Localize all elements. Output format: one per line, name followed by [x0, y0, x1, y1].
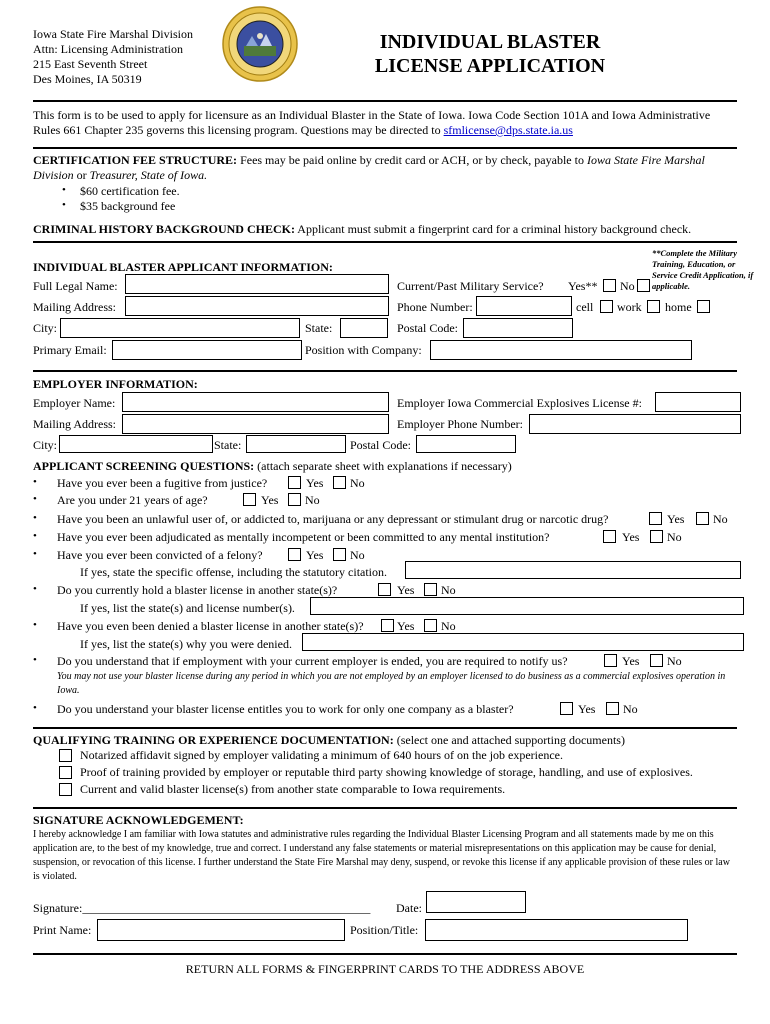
training-other-state-checkbox[interactable] — [59, 783, 72, 796]
applicant-heading: INDIVIDUAL BLASTER APPLICANT INFORMATION: — [33, 260, 333, 274]
divider — [33, 727, 737, 729]
phone-cell-label: cell — [576, 300, 594, 314]
under-21-yes-checkbox[interactable] — [243, 493, 256, 506]
agency-address — [33, 27, 193, 87]
question-denied: Have you even been denied a blaster license in another state(s)? — [57, 619, 364, 633]
question-one-company: Do you understand your blaster license entitles you to work for only one company as a blaster? — [57, 702, 514, 716]
address-line: Des Moines, IA 50319 — [33, 72, 142, 86]
no-label: No — [441, 619, 456, 633]
title-line-1: INDIVIDUAL BLASTER — [379, 31, 601, 53]
phone-cell-checkbox[interactable] — [600, 300, 613, 313]
training-affidavit-checkbox[interactable] — [59, 749, 72, 762]
employer-state-field[interactable] — [246, 435, 346, 453]
screening-heading-note: (attach separate sheet with explanations if necessary) — [254, 459, 512, 473]
mental-no-checkbox[interactable] — [650, 530, 663, 543]
phone-home-label: home — [665, 300, 692, 314]
no-label: No — [667, 530, 682, 544]
training-option: Notarized affidavit signed by employer validating a minimum of 640 hours of on the job experience. — [80, 748, 563, 762]
fugitive-yes-checkbox[interactable] — [288, 476, 301, 489]
yes-label: Yes — [578, 702, 596, 716]
signature-label: Signature: — [33, 901, 83, 915]
employer-phone-field[interactable] — [529, 414, 741, 434]
phone-home-checkbox[interactable] — [697, 300, 710, 313]
email-field[interactable] — [112, 340, 302, 360]
fee-text: Fees may be paid online by credit card or ACH, or by check, payable to — [237, 153, 587, 167]
address-line: Iowa State Fire Marshal Division — [33, 27, 193, 41]
address-line: 215 East Seventh Street — [33, 57, 148, 71]
title-line-2: LICENSE APPLICATION — [374, 55, 606, 77]
denied-no-checkbox[interactable] — [424, 619, 437, 632]
notify-note: You may not use your blaster license during any period in which you are not employed by an employer licensed to do business as a commercial explosives operation in Iowa. — [57, 671, 726, 696]
phone-field[interactable] — [476, 296, 572, 316]
position-label: Position with Company: — [305, 343, 422, 357]
mental-yes-checkbox[interactable] — [603, 530, 616, 543]
training-heading-note: (select one and attached supporting documents) — [393, 733, 625, 747]
no-label: No — [713, 512, 728, 526]
yes-label: Yes — [667, 512, 685, 526]
date-field[interactable] — [426, 891, 526, 913]
bullet: • — [33, 583, 37, 595]
fee-payee-2: Treasurer, State of Iowa. — [89, 168, 208, 182]
fee-heading: CERTIFICATION FEE STRUCTURE: — [33, 153, 238, 167]
notify-no-checkbox[interactable] — [650, 654, 663, 667]
yes-label: Yes — [397, 619, 415, 633]
yes-label: Yes — [622, 654, 640, 668]
no-label: No — [623, 702, 638, 716]
intro-text: This form is to be used to apply for licensure as an Individual Blaster in the State of Iowa. Iowa Code Section 101A and Iowa Administrative Rules 661 Chapter 235 governs this licensing program. Questions may be directed to — [33, 108, 711, 137]
employer-license-field[interactable] — [655, 392, 741, 412]
other-license-yes-checkbox[interactable] — [378, 583, 391, 596]
employer-city-field[interactable] — [59, 435, 213, 453]
one-company-yes-checkbox[interactable] — [560, 702, 573, 715]
position-title-label: Position/Title: — [350, 923, 419, 937]
felony-follow-up-label: If yes, state the specific offense, including the statutory citation. — [80, 565, 388, 579]
military-yes-checkbox[interactable] — [603, 279, 616, 292]
question-under-21: Are you under 21 years of age? — [57, 493, 208, 507]
screening-heading: APPLICANT SCREENING QUESTIONS: — [33, 459, 255, 473]
yes-label: Yes — [306, 476, 324, 490]
city-label: City: — [33, 321, 58, 335]
yes-label: Yes — [306, 548, 324, 562]
state-label: State: — [305, 321, 333, 335]
employer-mailing-label: Mailing Address: — [33, 417, 116, 431]
yes-label: Yes — [261, 493, 279, 507]
employer-state-label: State: — [214, 438, 242, 452]
no-label: No — [441, 583, 456, 597]
no-label: No — [350, 548, 365, 562]
divider — [33, 807, 737, 809]
military-yes-label: Yes** — [568, 279, 598, 293]
signature-row — [33, 901, 370, 916]
one-company-no-checkbox[interactable] — [606, 702, 619, 715]
drug-use-yes-checkbox[interactable] — [649, 512, 662, 525]
fugitive-no-checkbox[interactable] — [333, 476, 346, 489]
employer-city-label: City: — [33, 438, 58, 452]
date-label: Date: — [396, 901, 422, 915]
under-21-no-checkbox[interactable] — [288, 493, 301, 506]
drug-use-no-checkbox[interactable] — [696, 512, 709, 525]
intro-paragraph — [33, 108, 733, 138]
felony-offense-field[interactable] — [405, 561, 741, 579]
footer-instruction: RETURN ALL FORMS & FINGERPRINT CARDS TO THE ADDRESS ABOVE — [185, 962, 585, 976]
bullet: • — [33, 654, 37, 666]
form-title — [330, 30, 650, 78]
no-label: No — [305, 493, 320, 507]
acknowledgement-text: I hereby acknowledge I am familiar with Iowa statutes and administrative rules regarding the Individual Blaster Licensing Program and all statements made by me on this application are, to the best of my knowledge, true and correct. I understand any false statements or material misrepresentations on this application may be cause for denial, suspension, or revocation of this license. I further understand the State Fire Marshal may deny, suspend, or revoke this license if any applicable provision of these rules or law is violated. — [33, 829, 730, 882]
state-field[interactable] — [340, 318, 388, 338]
background-heading: CRIMINAL HISTORY BACKGROUND CHECK: — [33, 222, 295, 236]
divider — [33, 147, 737, 149]
bullet: • — [33, 476, 37, 488]
question-drug-use: Have you been an unlawful user of, or addicted to, marijuana or any depressant or stimulant drug or narcotic drug? — [57, 512, 609, 526]
fee-item: $60 certification fee. — [80, 184, 180, 198]
divider — [33, 100, 737, 102]
notify-yes-checkbox[interactable] — [604, 654, 617, 667]
fee-payee-1: Iowa State Fire Marshal Division — [33, 153, 705, 182]
question-other-license: Do you currently hold a blaster license in another state(s)? — [57, 583, 338, 597]
fee-paragraph — [33, 153, 738, 183]
denied-yes-checkbox[interactable] — [381, 619, 394, 632]
denied-follow-up-label: If yes, list the state(s) why you were denied. — [80, 637, 292, 651]
training-heading: QUALIFYING TRAINING OR EXPERIENCE DOCUMENTATION: — [33, 733, 394, 747]
employer-license-label: Employer Iowa Commercial Explosives License #: — [397, 396, 642, 410]
phone-work-checkbox[interactable] — [647, 300, 660, 313]
divider — [33, 370, 737, 372]
employer-name-label: Employer Name: — [33, 396, 116, 410]
address-line: Attn: Licensing Administration — [33, 42, 183, 56]
felony-yes-checkbox[interactable] — [288, 548, 301, 561]
military-label: Current/Past Military Service? — [397, 279, 544, 293]
training-option: Current and valid blaster license(s) from another state comparable to Iowa requirements. — [80, 782, 506, 796]
position-title-field[interactable] — [425, 919, 688, 941]
bullet: • — [33, 530, 37, 542]
bullet: • — [62, 184, 66, 196]
no-label: No — [667, 654, 682, 668]
fee-item: $35 background fee — [80, 199, 176, 213]
training-proof-checkbox[interactable] — [59, 766, 72, 779]
bullet: • — [33, 702, 37, 714]
other-license-no-checkbox[interactable] — [424, 583, 437, 596]
city-field[interactable] — [60, 318, 300, 338]
employer-mailing-field[interactable] — [122, 414, 389, 434]
military-no-checkbox[interactable] — [637, 279, 650, 292]
mailing-address-label: Mailing Address: — [33, 300, 116, 314]
signature-line[interactable]: ________________________________________________ — [82, 901, 371, 915]
postal-code-label: Postal Code: — [397, 321, 459, 335]
signature-heading: SIGNATURE ACKNOWLEDGEMENT: — [33, 813, 244, 827]
bullet: • — [33, 512, 37, 524]
contact-email-link[interactable]: sfmlicense@dps.state.ia.us — [443, 123, 573, 137]
employer-phone-label: Employer Phone Number: — [397, 417, 523, 431]
yes-label: Yes — [622, 530, 640, 544]
military-no-label: No — [620, 279, 635, 293]
background-check-paragraph — [33, 222, 691, 237]
employer-postal-field[interactable] — [416, 435, 516, 453]
fee-or: or — [73, 168, 90, 182]
phone-work-label: work — [617, 300, 642, 314]
position-field[interactable] — [430, 340, 692, 360]
training-option: Proof of training provided by employer or reputable third party showing knowledge of storage, handling, and use of explosives. — [80, 765, 693, 779]
employer-heading: EMPLOYER INFORMATION: — [33, 377, 198, 391]
no-label: No — [350, 476, 365, 490]
divider — [33, 241, 737, 243]
screening-heading-row — [33, 459, 512, 474]
bullet: • — [33, 548, 37, 560]
bullet: • — [33, 493, 37, 505]
training-heading-row — [33, 733, 625, 748]
full-name-label: Full Legal Name: — [33, 279, 118, 293]
email-label: Primary Email: — [33, 343, 107, 357]
background-text: Applicant must submit a fingerprint card for a criminal history background check. — [294, 222, 692, 236]
postal-code-field[interactable] — [463, 318, 573, 338]
military-note: **Complete the Military Training, Education, or Service Credit Application, if applicable. — [652, 248, 754, 291]
other-license-list-field[interactable] — [310, 597, 744, 615]
divider — [33, 953, 737, 955]
print-name-field[interactable] — [97, 919, 345, 941]
question-mental: Have you ever been adjudicated as mentally incompetent or been committed to any mental institution? — [57, 530, 550, 544]
question-fugitive: Have you ever been a fugitive from justice? — [57, 476, 268, 490]
question-notify: Do you understand that if employment with your current employer is ended, you are required to notify us? — [57, 654, 568, 668]
bullet: • — [33, 619, 37, 631]
full-name-field[interactable] — [125, 274, 389, 294]
employer-name-field[interactable] — [122, 392, 389, 412]
phone-label: Phone Number: — [397, 300, 473, 314]
other-license-follow-up-label: If yes, list the state(s) and license number(s). — [80, 601, 295, 615]
mailing-address-field[interactable] — [125, 296, 389, 316]
print-name-label: Print Name: — [33, 923, 92, 937]
denied-reason-field[interactable] — [302, 633, 744, 651]
yes-label: Yes — [397, 583, 415, 597]
state-seal-icon — [222, 6, 298, 82]
question-felony: Have you ever been convicted of a felony? — [57, 548, 263, 562]
employer-postal-label: Postal Code: — [350, 438, 412, 452]
bullet: • — [62, 199, 66, 211]
felony-no-checkbox[interactable] — [333, 548, 346, 561]
